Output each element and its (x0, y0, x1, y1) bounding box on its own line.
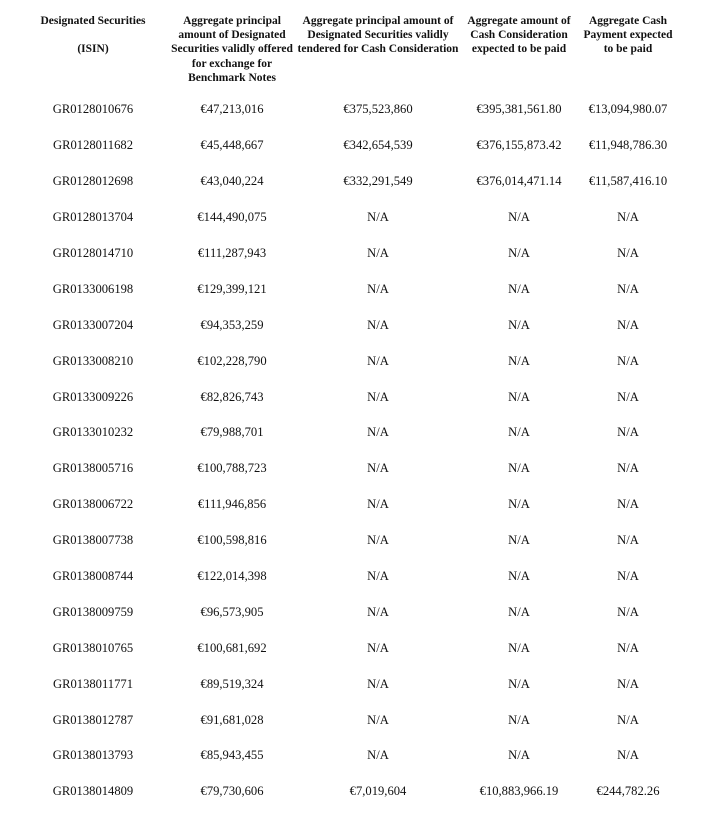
amount-cell: N/A (367, 640, 389, 655)
amount-cell: N/A (367, 425, 389, 440)
amount-cell: €10,883,966.19 (479, 784, 559, 799)
table-row (18, 343, 678, 379)
amount-cell: €122,014,398 (197, 569, 267, 584)
amount-cell: N/A (508, 317, 530, 332)
table-row (18, 379, 678, 415)
amount-cell: €82,826,743 (200, 389, 264, 404)
isin-cell: GR0133009226 (52, 389, 134, 404)
amount-cell: N/A (367, 569, 389, 584)
amount-cell: N/A (617, 281, 639, 296)
isin-cell: GR0138011771 (53, 676, 133, 691)
amount-cell: N/A (367, 353, 389, 368)
isin-cell: GR0133006198 (52, 281, 134, 296)
isin-cell: GR0138007738 (52, 533, 134, 548)
amount-cell: N/A (617, 317, 639, 332)
isin-cell: GR0138014809 (52, 784, 134, 799)
isin-cell: GR0128013704 (52, 210, 134, 225)
isin-cell: GR0133010232 (52, 425, 134, 440)
amount-cell: N/A (508, 353, 530, 368)
table-row (18, 523, 678, 559)
amount-cell: N/A (367, 533, 389, 548)
amount-cell: €376,155,873.42 (476, 138, 562, 153)
amount-cell: N/A (508, 210, 530, 225)
amount-cell: N/A (508, 461, 530, 476)
amount-cell: N/A (367, 246, 389, 260)
amount-cell: N/A (508, 569, 530, 584)
table-row (18, 666, 678, 702)
amount-cell: N/A (508, 748, 530, 763)
column-header-5: Aggregate Cash Payment expected to be paid (583, 15, 673, 56)
table-header (18, 14, 678, 92)
amount-cell: N/A (508, 640, 530, 655)
table-row (18, 738, 678, 774)
isin-cell: GR0138010765 (52, 640, 134, 655)
amount-cell: €102,228,790 (197, 353, 267, 368)
amount-cell: €79,730,606 (200, 784, 264, 799)
amount-cell: N/A (367, 281, 389, 296)
amount-cell: €11,587,416.10 (588, 174, 668, 189)
amount-cell: €96,573,905 (200, 604, 264, 619)
table-row (18, 451, 678, 487)
isin-cell: GR0138005716 (52, 461, 134, 476)
isin-cell: GR0138008744 (52, 569, 134, 584)
column-header-1: Designated Securities (ISIN) (40, 15, 146, 56)
amount-cell: €100,598,816 (197, 533, 267, 548)
amount-cell: €11,948,786.30 (588, 138, 668, 153)
amount-cell: €342,654,539 (343, 138, 413, 153)
isin-cell: GR0133008210 (52, 353, 134, 368)
amount-cell: €144,490,075 (197, 210, 267, 225)
amount-cell: N/A (367, 497, 389, 512)
amount-cell: N/A (508, 676, 530, 691)
amount-cell: N/A (367, 676, 389, 691)
amount-cell: N/A (617, 748, 639, 763)
amount-cell: N/A (367, 712, 389, 727)
amount-cell: N/A (367, 317, 389, 332)
amount-cell: €85,943,455 (200, 748, 264, 763)
table-row (18, 128, 678, 164)
table-body (18, 92, 678, 810)
amount-cell: N/A (508, 533, 530, 548)
isin-cell: GR0128010676 (52, 102, 134, 117)
amount-cell: N/A (508, 712, 530, 727)
amount-cell: N/A (367, 461, 389, 476)
amount-cell: N/A (508, 604, 530, 619)
amount-cell: €395,381,561.80 (476, 102, 562, 117)
isin-cell: GR0138009759 (52, 604, 134, 619)
amount-cell: N/A (617, 353, 639, 368)
amount-cell: €7,019,604 (349, 784, 407, 799)
amount-cell: N/A (617, 533, 639, 548)
amount-cell: N/A (617, 246, 639, 260)
amount-cell: N/A (617, 640, 639, 655)
amount-cell: €13,094,980.07 (588, 102, 668, 117)
table-row (18, 594, 678, 630)
table-row (18, 487, 678, 523)
table-row (18, 164, 678, 200)
amount-cell: N/A (617, 461, 639, 476)
amount-cell: €376,014,471.14 (476, 174, 562, 189)
table-row (18, 774, 678, 810)
table-row (18, 200, 678, 236)
amount-cell: N/A (367, 210, 389, 225)
column-header-2: Aggregate principal amount of Designated Securities validly offered for exchange for Benchmark Notes (171, 15, 293, 84)
amount-cell: €45,448,667 (200, 138, 264, 153)
table-row (18, 271, 678, 307)
amount-cell: N/A (617, 604, 639, 619)
amount-cell: €375,523,860 (343, 102, 413, 117)
amount-cell: €111,287,943 (197, 246, 267, 260)
table-row (18, 630, 678, 666)
amount-cell: N/A (508, 246, 530, 260)
table-row (18, 236, 678, 272)
table-row (18, 92, 678, 128)
table-row (18, 559, 678, 595)
amount-cell: N/A (617, 389, 639, 404)
table-row (18, 415, 678, 451)
amount-cell: €94,353,259 (200, 317, 264, 332)
amount-cell: €129,399,121 (197, 281, 267, 296)
amount-cell: N/A (367, 389, 389, 404)
column-header-4: Aggregate amount of Cash Consideration expected to be paid (467, 15, 571, 56)
isin-cell: GR0128011682 (53, 138, 133, 153)
amount-cell: N/A (508, 389, 530, 404)
amount-cell: €91,681,028 (200, 712, 264, 727)
isin-cell: GR0128014710 (52, 246, 134, 260)
amount-cell: N/A (508, 497, 530, 512)
amount-cell: €89,519,324 (200, 676, 264, 691)
isin-cell: GR0133007204 (52, 317, 134, 332)
amount-cell: €43,040,224 (200, 174, 264, 189)
column-header-3: Aggregate principal amount of Designated Securities validly tendered for Cash Consideration (297, 15, 459, 56)
amount-cell: €79,988,701 (200, 425, 264, 440)
amount-cell: N/A (367, 604, 389, 619)
amount-cell: €244,782.26 (596, 784, 660, 799)
amount-cell: N/A (617, 676, 639, 691)
amount-cell: N/A (508, 281, 530, 296)
amount-cell: €100,681,692 (197, 640, 267, 655)
header-row (18, 14, 678, 92)
isin-cell: GR0128012698 (52, 174, 134, 189)
isin-cell: GR0138013793 (52, 748, 134, 763)
amount-cell: €47,213,016 (200, 102, 264, 117)
amount-cell: N/A (508, 425, 530, 440)
isin-cell: GR0138012787 (52, 712, 134, 727)
amount-cell: N/A (617, 712, 639, 727)
amount-cell: N/A (617, 210, 639, 225)
securities-table (18, 14, 678, 810)
amount-cell: N/A (367, 748, 389, 763)
amount-cell: N/A (617, 497, 639, 512)
amount-cell: N/A (617, 569, 639, 584)
isin-cell: GR0138006722 (52, 497, 134, 512)
amount-cell: N/A (617, 425, 639, 440)
amount-cell: €100,788,723 (197, 461, 267, 476)
amount-cell: €332,291,549 (343, 174, 413, 189)
table-row (18, 307, 678, 343)
amount-cell: €111,946,856 (197, 497, 267, 512)
table-row (18, 702, 678, 738)
